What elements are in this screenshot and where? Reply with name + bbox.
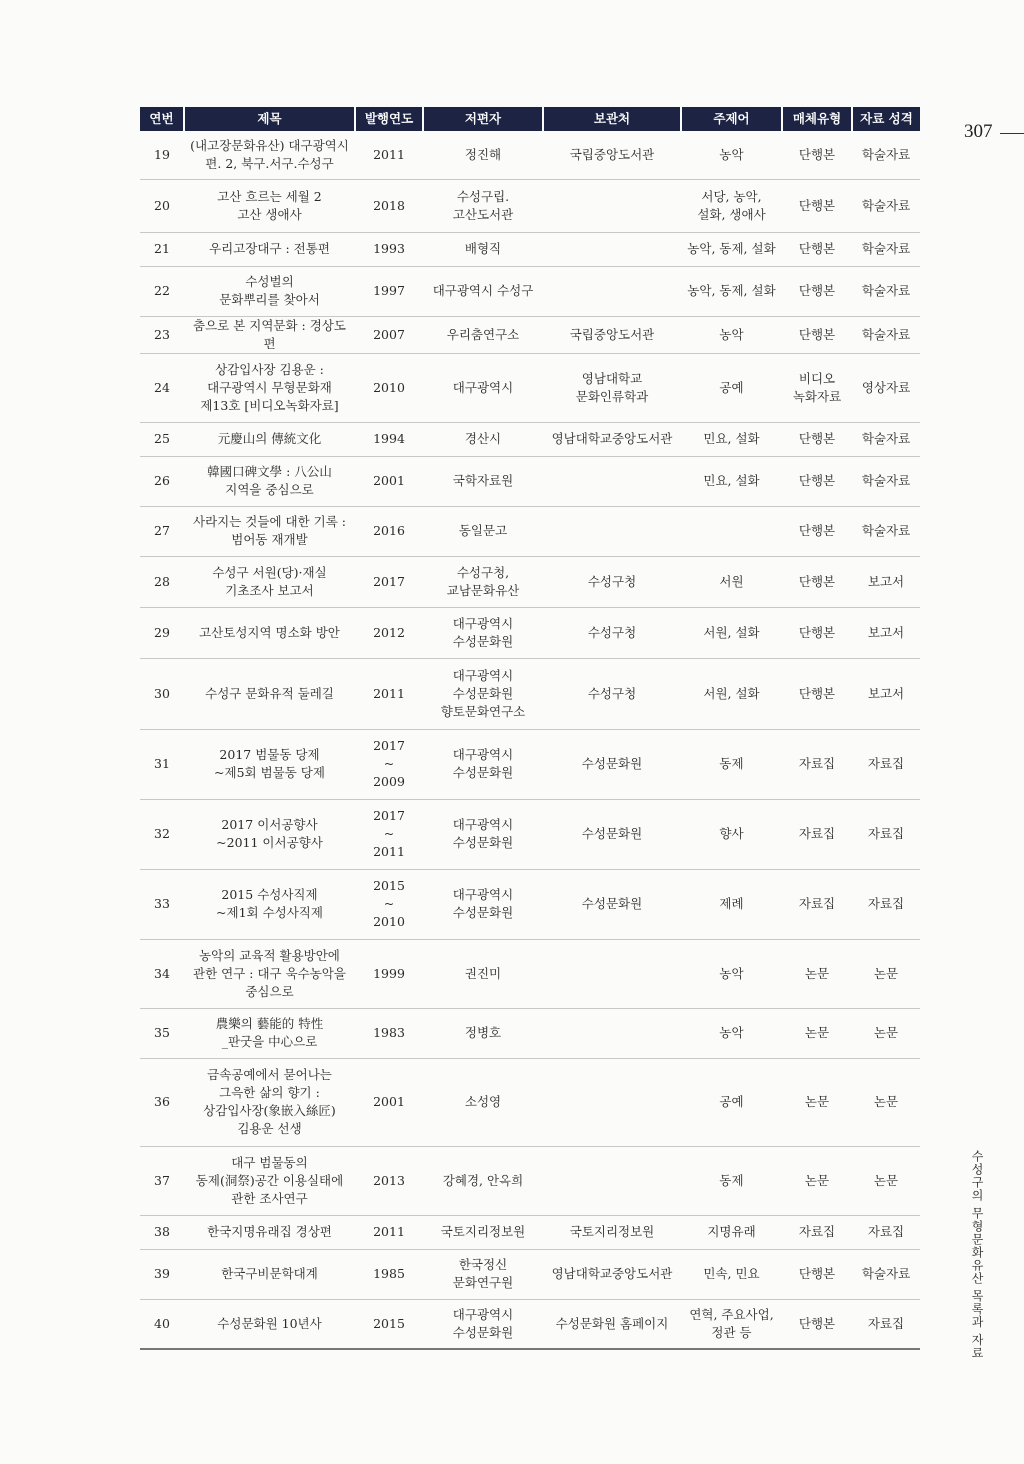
cell-media: 단행본 [782, 1299, 852, 1349]
table-row [140, 658, 920, 729]
cell-title: 사라지는 것들에 대한 기록 : 범어동 재개발 [184, 506, 355, 556]
cell-media: 단행본 [782, 179, 852, 232]
cell-year: 2007 [355, 316, 423, 353]
cell-keywords: 공예 [681, 1058, 782, 1146]
cell-year: 2010 [355, 353, 423, 422]
cell-holder [543, 1146, 681, 1215]
cell-holder: 수성구청 [543, 607, 681, 658]
cell-author: 정진해 [423, 131, 543, 179]
table-row [140, 316, 920, 353]
table-row [140, 131, 920, 179]
cell-title: 韓國口碑文學 : 八公山 지역을 중심으로 [184, 456, 355, 506]
cell-author: 한국정신 문화연구원 [423, 1249, 543, 1299]
cell-holder: 영남대학교중앙도서관 [543, 422, 681, 456]
table-row [140, 799, 920, 869]
table-row [140, 1008, 920, 1058]
cell-nature: 자료집 [852, 799, 920, 869]
cell-title: 농악의 교육적 활용방안에 관한 연구 : 대구 욱수농악을 중심으로 [184, 939, 355, 1008]
cell-nature: 학술자료 [852, 456, 920, 506]
cell-no: 37 [140, 1146, 184, 1215]
cell-author: 국토지리정보원 [423, 1215, 543, 1249]
table-row [140, 729, 920, 799]
cell-title: 춤으로 본 지역문화 : 경상도 편 [184, 316, 355, 353]
cell-year: 1983 [355, 1008, 423, 1058]
table-row [140, 1299, 920, 1349]
cell-holder: 영남대학교중앙도서관 [543, 1249, 681, 1299]
cell-nature: 보고서 [852, 556, 920, 607]
cell-title: (내고장문화유산) 대구광역시 편. 2, 북구.서구.수성구 [184, 131, 355, 179]
cell-title: 고산 흐르는 세월 2 고산 생애사 [184, 179, 355, 232]
cell-no: 33 [140, 869, 184, 939]
cell-year: 2013 [355, 1146, 423, 1215]
cell-year: 1999 [355, 939, 423, 1008]
cell-year: 1985 [355, 1249, 423, 1299]
cell-year: 1997 [355, 266, 423, 316]
cell-author: 대구광역시 수성구 [423, 266, 543, 316]
cell-title: 元慶山의 傳統文化 [184, 422, 355, 456]
header-title: 제목 [184, 107, 355, 131]
cell-nature: 학술자료 [852, 506, 920, 556]
cell-no: 39 [140, 1249, 184, 1299]
cell-title: 수성벌의 문화뿌리를 찾아서 [184, 266, 355, 316]
cell-holder: 수성구청 [543, 658, 681, 729]
cell-media: 자료집 [782, 1215, 852, 1249]
cell-no: 36 [140, 1058, 184, 1146]
cell-nature: 논문 [852, 939, 920, 1008]
cell-keywords: 민요, 설화 [681, 422, 782, 456]
cell-author: 강혜경, 안옥희 [423, 1146, 543, 1215]
cell-media: 자료집 [782, 799, 852, 869]
cell-keywords: 서당, 농악, 설화, 생애사 [681, 179, 782, 232]
cell-author: 국학자료원 [423, 456, 543, 506]
cell-author: 대구광역시 수성문화원 [423, 799, 543, 869]
cell-keywords: 향사 [681, 799, 782, 869]
cell-year: 2017 ~ 2011 [355, 799, 423, 869]
cell-holder: 국립중앙도서관 [543, 131, 681, 179]
cell-year: 2017 ~ 2009 [355, 729, 423, 799]
table-row [140, 1058, 920, 1146]
header-year: 발행연도 [355, 107, 423, 131]
cell-keywords: 농악, 동제, 설화 [681, 266, 782, 316]
cell-nature: 논문 [852, 1058, 920, 1146]
cell-author: 대구광역시 수성문화원 [423, 869, 543, 939]
cell-author: 우리춤연구소 [423, 316, 543, 353]
cell-title: 2017 이서공향사 ~2011 이서공향사 [184, 799, 355, 869]
table-row [140, 556, 920, 607]
cell-nature: 자료집 [852, 869, 920, 939]
cell-no: 23 [140, 316, 184, 353]
cell-media: 단행본 [782, 316, 852, 353]
cell-keywords: 동제 [681, 729, 782, 799]
cell-no: 40 [140, 1299, 184, 1349]
cell-holder [543, 1008, 681, 1058]
cell-year: 2011 [355, 1215, 423, 1249]
cell-keywords: 동제 [681, 1146, 782, 1215]
cell-media: 단행본 [782, 506, 852, 556]
cell-holder: 수성문화원 [543, 729, 681, 799]
cell-year: 2017 [355, 556, 423, 607]
cell-keywords: 민속, 민요 [681, 1249, 782, 1299]
cell-year: 2015 ~ 2010 [355, 869, 423, 939]
table-row [140, 232, 920, 266]
cell-year: 1994 [355, 422, 423, 456]
cell-nature: 보고서 [852, 607, 920, 658]
cell-title: 상감입사장 김용운 : 대구광역시 무형문화재 제13호 [비디오녹화자료] [184, 353, 355, 422]
cell-media: 단행본 [782, 1249, 852, 1299]
cell-nature: 논문 [852, 1008, 920, 1058]
table-row [140, 266, 920, 316]
header-holder: 보관처 [543, 107, 681, 131]
cell-title: 農樂의 藝能的 特性 _판굿을 中心으로 [184, 1008, 355, 1058]
cell-holder [543, 232, 681, 266]
cell-no: 30 [140, 658, 184, 729]
table-row [140, 353, 920, 422]
cell-nature: 자료집 [852, 729, 920, 799]
cell-author: 경산시 [423, 422, 543, 456]
cell-media: 단행본 [782, 131, 852, 179]
cell-holder [543, 1058, 681, 1146]
cell-holder: 영남대학교 문화인류학과 [543, 353, 681, 422]
cell-no: 34 [140, 939, 184, 1008]
cell-nature: 학술자료 [852, 316, 920, 353]
cell-title: 수성문화원 10년사 [184, 1299, 355, 1349]
table-header-row [140, 107, 920, 131]
cell-media: 비디오 녹화자료 [782, 353, 852, 422]
cell-author: 수성구청, 교남문화유산 [423, 556, 543, 607]
cell-title: 대구 범물동의 동제(洞祭)공간 이용실태에 관한 조사연구 [184, 1146, 355, 1215]
cell-author: 대구광역시 수성문화원 [423, 607, 543, 658]
cell-nature: 논문 [852, 1146, 920, 1215]
cell-author: 정병호 [423, 1008, 543, 1058]
cell-author: 대구광역시 [423, 353, 543, 422]
cell-media: 자료집 [782, 869, 852, 939]
cell-author: 대구광역시 수성문화원 [423, 1299, 543, 1349]
cell-no: 19 [140, 131, 184, 179]
header-keywords: 주제어 [681, 107, 782, 131]
cell-media: 자료집 [782, 729, 852, 799]
cell-media: 단행본 [782, 266, 852, 316]
cell-nature: 학술자료 [852, 131, 920, 179]
cell-keywords: 지명유래 [681, 1215, 782, 1249]
cell-holder [543, 266, 681, 316]
cell-title: 한국구비문학대계 [184, 1249, 355, 1299]
cell-keywords: 농악 [681, 939, 782, 1008]
table-row [140, 607, 920, 658]
table-row [140, 869, 920, 939]
cell-media: 논문 [782, 1008, 852, 1058]
cell-media: 단행본 [782, 456, 852, 506]
cell-media: 논문 [782, 1058, 852, 1146]
cell-no: 28 [140, 556, 184, 607]
cell-title: 2015 수성사직제 ~제1회 수성사직제 [184, 869, 355, 939]
cell-keywords: 서원, 설화 [681, 658, 782, 729]
side-section-title: 수성구의 무형문화유산 목록과 자료 [970, 1150, 984, 1360]
cell-keywords: 연혁, 주요사업, 정관 등 [681, 1299, 782, 1349]
cell-no: 24 [140, 353, 184, 422]
table-row [140, 456, 920, 506]
cell-nature: 자료집 [852, 1299, 920, 1349]
cell-keywords: 농악 [681, 1008, 782, 1058]
cell-no: 22 [140, 266, 184, 316]
cell-keywords: 농악, 동제, 설화 [681, 232, 782, 266]
cell-holder: 국립중앙도서관 [543, 316, 681, 353]
cell-no: 25 [140, 422, 184, 456]
header-nature: 자료 성격 [852, 107, 920, 131]
cell-title: 수성구 문화유적 둘레길 [184, 658, 355, 729]
cell-no: 35 [140, 1008, 184, 1058]
cell-media: 논문 [782, 1146, 852, 1215]
cell-media: 단행본 [782, 556, 852, 607]
cell-keywords: 농악 [681, 131, 782, 179]
cell-year: 2015 [355, 1299, 423, 1349]
cell-media: 논문 [782, 939, 852, 1008]
cell-no: 27 [140, 506, 184, 556]
cell-holder: 국토지리정보원 [543, 1215, 681, 1249]
cell-title: 수성구 서원(당)·재실 기초조사 보고서 [184, 556, 355, 607]
cell-author: 소성영 [423, 1058, 543, 1146]
table-row [140, 1215, 920, 1249]
cell-title: 금속공예에서 묻어나는 그윽한 삶의 향기 : 상감입사장(象嵌入絲匠) 김용운 선생 [184, 1058, 355, 1146]
cell-keywords: 제례 [681, 869, 782, 939]
cell-holder [543, 456, 681, 506]
cell-year: 2012 [355, 607, 423, 658]
table-row [140, 422, 920, 456]
cell-no: 20 [140, 179, 184, 232]
cell-holder: 수성문화원 홈페이지 [543, 1299, 681, 1349]
cell-keywords: 농악 [681, 316, 782, 353]
cell-nature: 학술자료 [852, 232, 920, 266]
cell-year: 2016 [355, 506, 423, 556]
header-media: 매체유형 [782, 107, 852, 131]
page-number-rule [1000, 133, 1024, 134]
cell-nature: 학술자료 [852, 422, 920, 456]
cell-nature: 자료집 [852, 1215, 920, 1249]
header-no: 연번 [140, 107, 184, 131]
cell-keywords: 민요, 설화 [681, 456, 782, 506]
cell-year: 1993 [355, 232, 423, 266]
header-author: 저편자 [423, 107, 543, 131]
catalog-table [140, 107, 920, 1350]
cell-title: 우리고장대구 : 전통편 [184, 232, 355, 266]
cell-media: 단행본 [782, 607, 852, 658]
table-row [140, 506, 920, 556]
table-row [140, 1249, 920, 1299]
table-row [140, 1146, 920, 1215]
cell-holder [543, 179, 681, 232]
cell-nature: 영상자료 [852, 353, 920, 422]
table-row [140, 179, 920, 232]
cell-media: 단행본 [782, 422, 852, 456]
cell-year: 2018 [355, 179, 423, 232]
cell-holder: 수성구청 [543, 556, 681, 607]
cell-keywords: 공예 [681, 353, 782, 422]
table-row [140, 939, 920, 1008]
cell-year: 2001 [355, 456, 423, 506]
cell-no: 29 [140, 607, 184, 658]
cell-no: 21 [140, 232, 184, 266]
cell-holder: 수성문화원 [543, 799, 681, 869]
cell-no: 38 [140, 1215, 184, 1249]
cell-media: 단행본 [782, 232, 852, 266]
cell-author: 권진미 [423, 939, 543, 1008]
cell-title: 한국지명유래집 경상편 [184, 1215, 355, 1249]
cell-no: 31 [140, 729, 184, 799]
cell-no: 26 [140, 456, 184, 506]
cell-keywords: 서원 [681, 556, 782, 607]
cell-author: 배형직 [423, 232, 543, 266]
cell-title: 2017 범물동 당제 ~제5회 범물동 당제 [184, 729, 355, 799]
cell-author: 대구광역시 수성문화원 향토문화연구소 [423, 658, 543, 729]
cell-nature: 학술자료 [852, 266, 920, 316]
cell-year: 2011 [355, 131, 423, 179]
cell-year: 2011 [355, 658, 423, 729]
catalog-body [140, 131, 920, 1349]
cell-keywords [681, 506, 782, 556]
cell-nature: 학술자료 [852, 179, 920, 232]
cell-nature: 학술자료 [852, 1249, 920, 1299]
cell-holder [543, 506, 681, 556]
cell-nature: 보고서 [852, 658, 920, 729]
cell-author: 동일문고 [423, 506, 543, 556]
cell-title: 고산토성지역 명소화 방안 [184, 607, 355, 658]
cell-author: 수성구립. 고산도서관 [423, 179, 543, 232]
cell-author: 대구광역시 수성문화원 [423, 729, 543, 799]
cell-holder [543, 939, 681, 1008]
cell-holder: 수성문화원 [543, 869, 681, 939]
cell-media: 단행본 [782, 658, 852, 729]
cell-keywords: 서원, 설화 [681, 607, 782, 658]
cell-no: 32 [140, 799, 184, 869]
cell-year: 2001 [355, 1058, 423, 1146]
page-number: 307 [964, 121, 993, 142]
